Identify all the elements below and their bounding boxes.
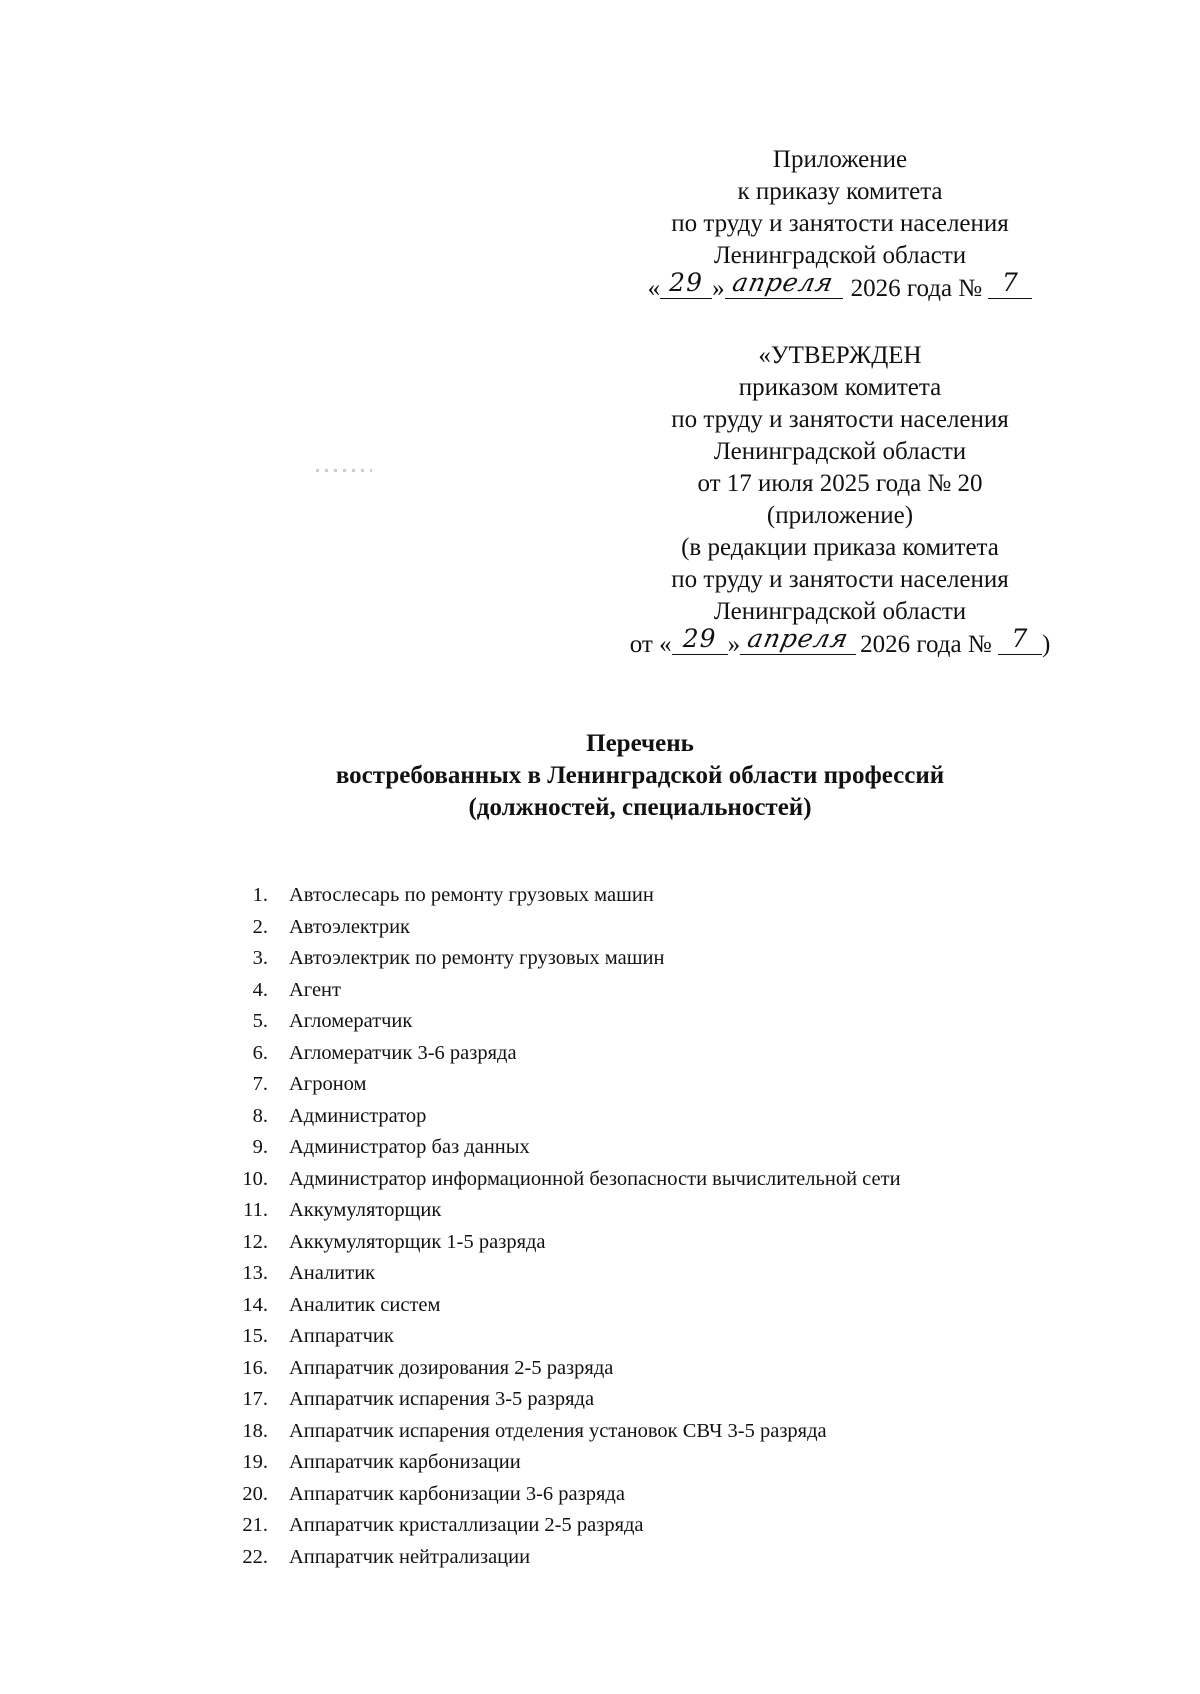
profession-name: Автослесарь по ремонту грузовых машин xyxy=(289,884,654,906)
handwritten-day-field xyxy=(672,624,728,655)
profession-name: Администратор баз данных xyxy=(289,1136,530,1158)
title-line: (должностей, специальностей) xyxy=(468,794,812,821)
item-number: 7. xyxy=(252,1073,268,1095)
document-title xyxy=(190,728,1090,824)
appendix-line: Ленинградской области xyxy=(713,242,967,269)
list-item xyxy=(200,1542,1100,1574)
handwritten-day: 29 xyxy=(669,268,703,297)
approval-date-line xyxy=(590,624,1090,661)
profession-name: Аппаратчик xyxy=(289,1325,394,1347)
item-number: 21. xyxy=(242,1514,268,1536)
date-suffix: ) xyxy=(1041,631,1051,658)
item-number: 6. xyxy=(252,1041,268,1064)
appendix-date-line xyxy=(590,268,1090,305)
appendix-line: к приказу комитета xyxy=(737,178,943,205)
item-number: 3. xyxy=(252,947,268,969)
scan-artifact xyxy=(316,469,372,472)
approval-line: Ленинградской области xyxy=(713,438,967,465)
profession-name: Аппаратчик карбонизации 3-6 разряда xyxy=(289,1482,625,1505)
approval-line: (в редакции приказа комитета xyxy=(681,534,999,561)
approval-line: от 17 июля 2025 года № 20 xyxy=(697,470,983,497)
approval-line: по труду и занятости населения xyxy=(671,566,1009,593)
profession-name: Аналитик xyxy=(289,1262,376,1284)
list-item xyxy=(200,1447,1100,1479)
title-line: востребованных в Ленинградской области профессий xyxy=(335,762,945,789)
profession-name: Агломератчик xyxy=(289,1010,413,1032)
item-number: 1. xyxy=(252,884,268,906)
list-item xyxy=(200,1479,1100,1511)
list-item xyxy=(200,1321,1100,1353)
item-number: 16. xyxy=(242,1356,268,1379)
item-number: 13. xyxy=(242,1262,268,1284)
profession-name: Аккумуляторщик 1-5 разряда xyxy=(289,1230,546,1253)
list-item xyxy=(200,1006,1100,1038)
list-item xyxy=(200,1132,1100,1164)
list-item xyxy=(200,1258,1100,1290)
date-year-text: 2026 года № xyxy=(860,631,992,658)
item-number: 14. xyxy=(242,1293,268,1316)
list-item xyxy=(200,1038,1100,1070)
list-item xyxy=(200,1510,1100,1542)
item-number: 12. xyxy=(242,1230,268,1253)
item-number: 11. xyxy=(243,1199,268,1221)
item-number: 9. xyxy=(252,1136,268,1158)
appendix-line: Приложение xyxy=(772,146,908,173)
item-number: 17. xyxy=(242,1388,268,1410)
handwritten-month: апреля xyxy=(744,624,852,653)
title-line: Перечень xyxy=(586,730,694,757)
profession-list xyxy=(200,880,1100,1573)
approval-line: по труду и занятости населения xyxy=(671,406,1009,433)
item-number: 8. xyxy=(252,1104,268,1127)
list-item xyxy=(200,1101,1100,1133)
item-number: 2. xyxy=(252,915,268,938)
list-item xyxy=(200,1227,1100,1259)
handwritten-number-field xyxy=(998,624,1042,655)
list-item xyxy=(200,1353,1100,1385)
profession-name: Аппаратчик нейтрализации xyxy=(289,1545,531,1568)
handwritten-number: 7 xyxy=(1011,624,1029,653)
date-close-quote: » xyxy=(727,631,741,658)
profession-name: Аппаратчик кристаллизации 2-5 разряда xyxy=(289,1514,644,1536)
profession-name: Администратор информационной безопасности вычислительной сети xyxy=(289,1167,901,1190)
profession-name: Аккумуляторщик xyxy=(289,1199,442,1221)
profession-name: Агроном xyxy=(289,1073,367,1095)
item-number: 22. xyxy=(242,1545,268,1568)
handwritten-month: апреля xyxy=(730,268,837,297)
approval-header xyxy=(590,340,1090,661)
list-item xyxy=(200,1416,1100,1448)
date-year-text: 2026 года № xyxy=(850,275,983,302)
profession-name: Автоэлектрик по ремонту грузовых машин xyxy=(289,947,665,969)
list-item xyxy=(200,912,1100,944)
approval-line: «УТВЕРЖДЕН xyxy=(758,342,922,369)
profession-name: Администратор xyxy=(289,1104,427,1127)
item-number: 15. xyxy=(242,1325,268,1347)
profession-name: Автоэлектрик xyxy=(289,915,410,938)
item-number: 20. xyxy=(242,1482,268,1505)
profession-name: Аппаратчик дозирования 2-5 разряда xyxy=(289,1356,614,1379)
handwritten-number-field xyxy=(988,268,1032,299)
profession-name: Аппаратчик испарения отделения установок СВЧ 3-5 разряда xyxy=(289,1419,827,1442)
handwritten-number: 7 xyxy=(1001,268,1019,297)
profession-name: Аппаратчик испарения 3-5 разряда xyxy=(289,1388,595,1410)
item-number: 19. xyxy=(242,1451,268,1473)
list-item xyxy=(200,1164,1100,1196)
approval-line: (приложение) xyxy=(766,502,914,529)
handwritten-month-field xyxy=(725,268,843,299)
profession-name: Агломератчик 3-6 разряда xyxy=(289,1041,517,1064)
appendix-line: по труду и занятости населения xyxy=(671,210,1009,237)
item-number: 10. xyxy=(242,1167,268,1190)
date-prefix: от « xyxy=(629,631,672,658)
item-number: 4. xyxy=(252,978,268,1001)
date-open-quote: « xyxy=(647,275,661,302)
handwritten-day: 29 xyxy=(682,624,717,653)
date-close-quote: » xyxy=(712,275,725,302)
list-item xyxy=(200,975,1100,1007)
item-number: 5. xyxy=(252,1010,268,1032)
handwritten-day-field xyxy=(660,268,712,299)
handwritten-month-field xyxy=(740,624,856,655)
list-item xyxy=(200,1290,1100,1322)
list-item xyxy=(200,1195,1100,1227)
approval-line: приказом комитета xyxy=(738,374,942,401)
appendix-header xyxy=(590,144,1090,305)
list-item xyxy=(200,1069,1100,1101)
profession-name: Аналитик систем xyxy=(289,1293,441,1316)
profession-name: Агент xyxy=(289,978,341,1001)
item-number: 18. xyxy=(242,1419,268,1442)
approval-line: Ленинградской области xyxy=(713,598,967,625)
list-item xyxy=(200,943,1100,975)
profession-name: Аппаратчик карбонизации xyxy=(289,1451,521,1473)
list-item xyxy=(200,880,1100,912)
list-item xyxy=(200,1384,1100,1416)
